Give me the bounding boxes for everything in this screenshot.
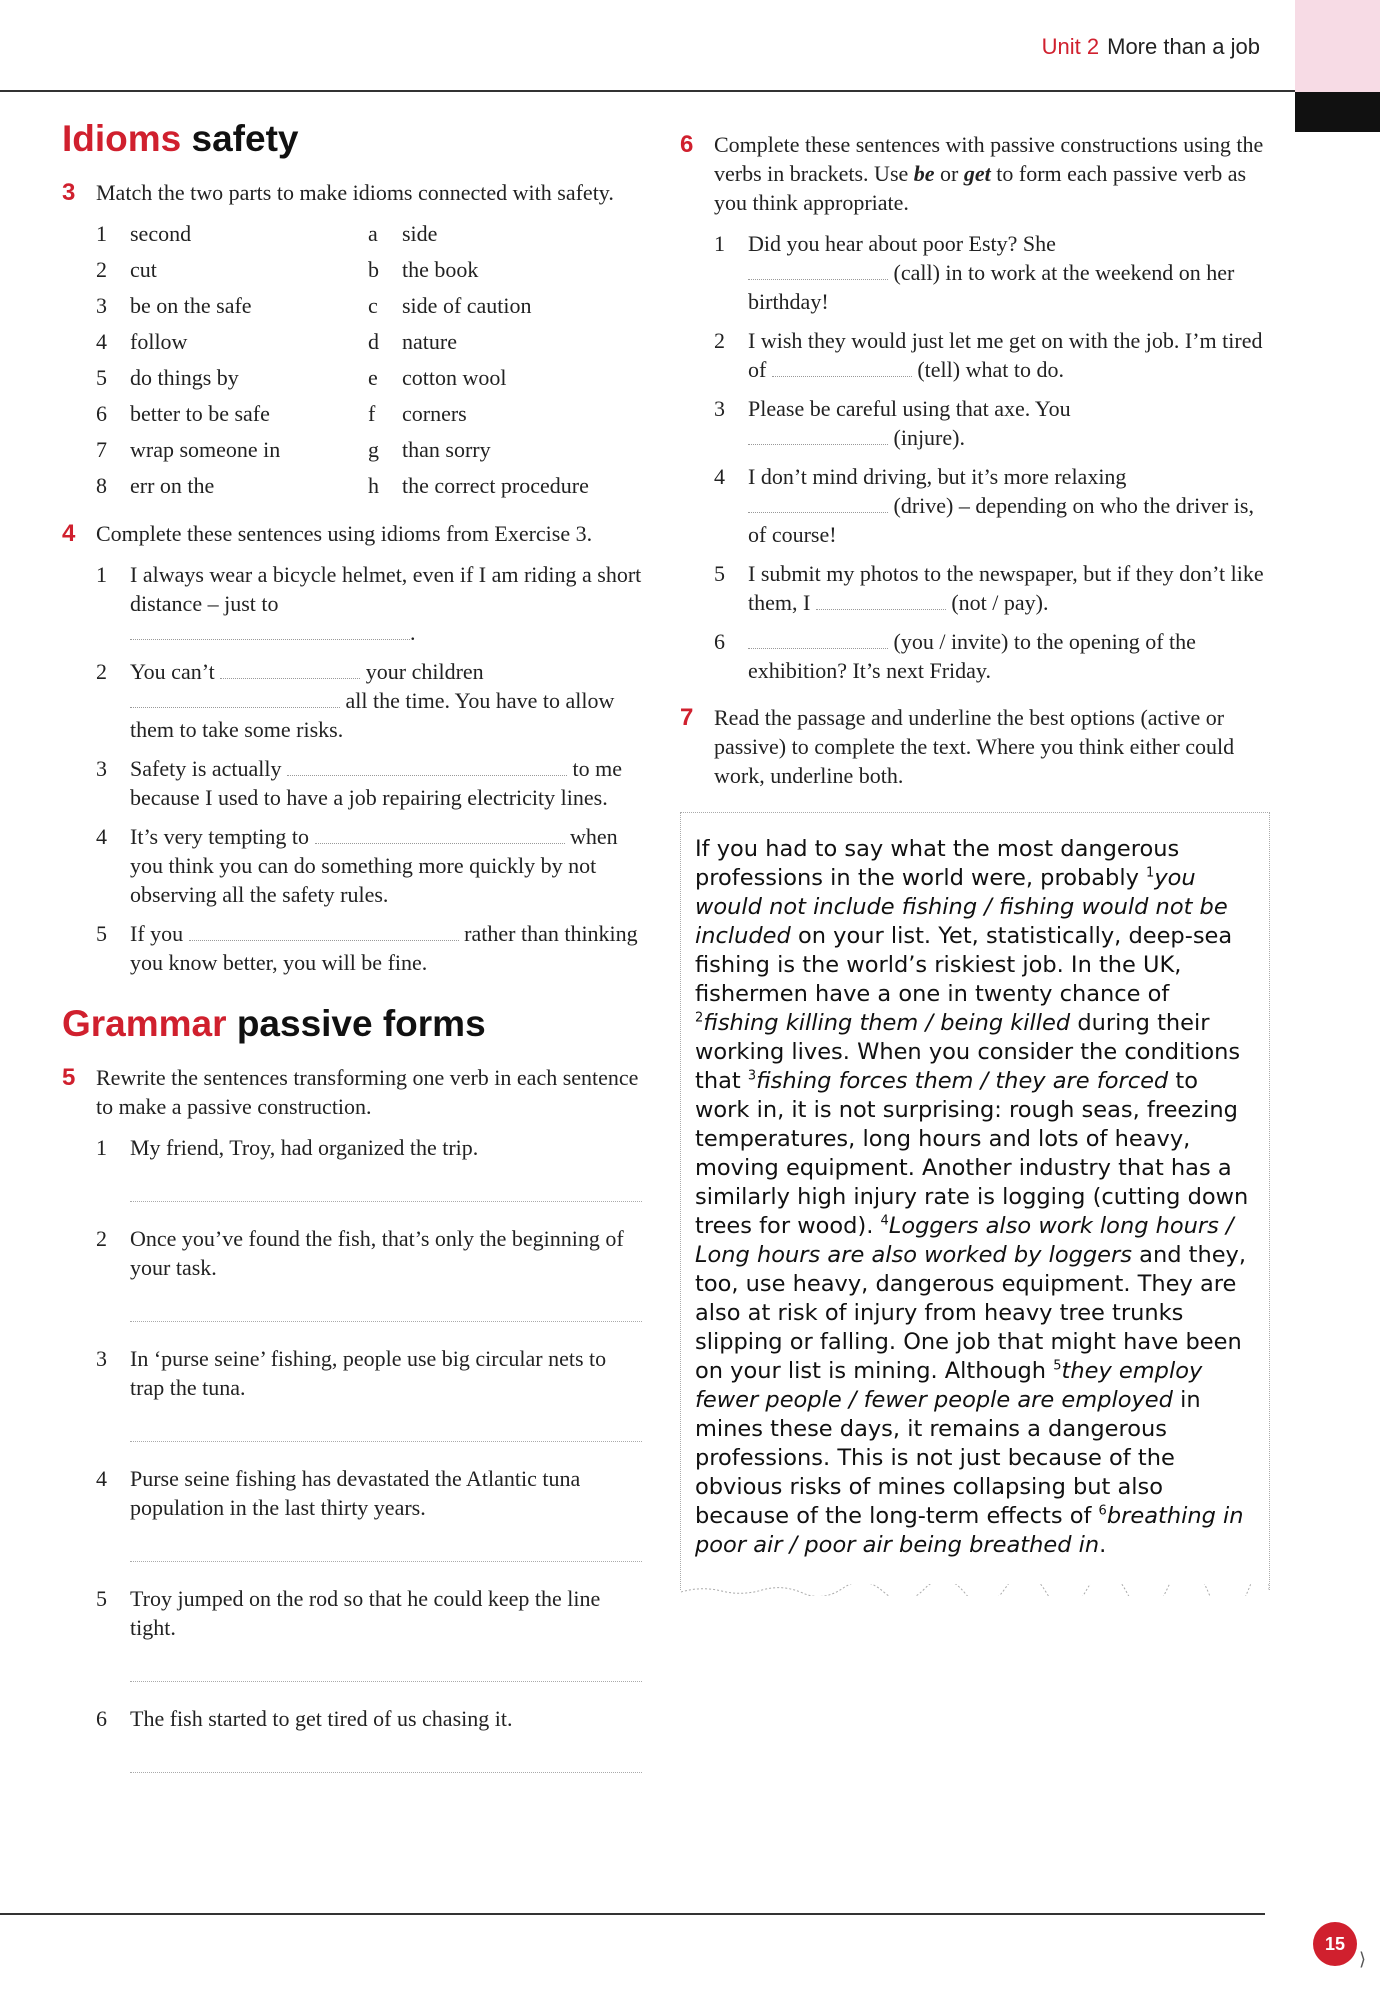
header-rule — [0, 90, 1295, 92]
match-left: cut — [130, 257, 157, 282]
match-number: 7 — [96, 437, 107, 462]
item-text: Once you’ve found the fish, that’s only the beginning of your task. — [130, 1226, 624, 1280]
match-row — [96, 293, 642, 329]
exercise-4-items — [96, 560, 642, 977]
match-row — [96, 221, 642, 257]
item-number: 2 — [96, 659, 107, 684]
grammar-heading-rest: passive forms — [236, 1003, 486, 1044]
answer-blank[interactable] — [816, 589, 946, 610]
item-number: 5 — [96, 1586, 107, 1611]
item-number: 2 — [96, 1226, 107, 1251]
answer-blank[interactable] — [315, 823, 565, 844]
match-left: do things by — [130, 365, 239, 390]
exercise-item — [96, 1704, 642, 1773]
item-text: Purse seine fishing has devastated the Atlantic tuna population in the last thirty years. — [130, 1466, 581, 1520]
match-row — [96, 473, 642, 509]
item-text: . — [410, 620, 416, 645]
item-text: (drive) – depending on who the driver is, of course! — [748, 493, 1254, 547]
exercise-4 — [62, 519, 642, 548]
option-number: 2 — [695, 1010, 704, 1026]
item-text: If you — [130, 921, 184, 946]
exercise-item — [96, 1224, 642, 1322]
match-left: follow — [130, 329, 188, 354]
match-row — [96, 401, 642, 437]
match-row — [96, 365, 642, 401]
passage-text: and they, too, use heavy, dangerous equipment. They are also at risk of injury from heavy tree trunks slipping or falling. One job that might have been on your list is mining. Although — [695, 1242, 1247, 1384]
page-number-tail: ⟩ — [1359, 1949, 1367, 1969]
reading-passage — [680, 812, 1270, 1590]
torn-edge — [681, 1584, 1269, 1596]
item-text: I submit my photos to the newspaper, but if they don’t like them, I — [748, 561, 1264, 615]
passage-text: during their working lives. When you consider the conditions that — [695, 1010, 1241, 1094]
exercise-number: 5 — [62, 1064, 76, 1091]
match-number: 4 — [96, 329, 107, 354]
item-text: Please be careful using that axe. You — [748, 396, 1071, 421]
match-right: nature — [402, 329, 457, 354]
match-right: side — [402, 221, 438, 246]
item-number: 3 — [96, 756, 107, 781]
match-right: corners — [402, 401, 467, 426]
answer-blank[interactable] — [287, 755, 567, 776]
option-number: 6 — [1098, 1503, 1107, 1519]
exercise-6-items — [714, 229, 1270, 685]
exercise-number: 6 — [680, 131, 694, 158]
item-text: your children — [365, 659, 484, 684]
match-letter: h — [368, 473, 379, 498]
item-text: I don’t mind driving, but it’s more relaxing — [748, 464, 1127, 489]
footer-rule — [0, 1913, 1265, 1915]
match-letter: a — [368, 221, 378, 246]
match-number: 5 — [96, 365, 107, 390]
match-row — [96, 329, 642, 365]
item-text: You can’t — [130, 659, 215, 684]
answer-line[interactable] — [130, 1680, 642, 1682]
option-number: 3 — [747, 1068, 757, 1084]
passage-text: in mines these days, it remains a dangerous professions. This is not just because of the obvious risks of mines collapsing but also because of the long-term effects of — [695, 1387, 1201, 1529]
item-number: 6 — [96, 1706, 107, 1731]
match-right: the book — [402, 257, 479, 282]
match-letter: e — [368, 365, 378, 390]
exercise-item — [714, 559, 1270, 617]
answer-blank[interactable] — [748, 628, 888, 649]
exercise-instruction: Match the two parts to make idioms connected with safety. — [96, 180, 614, 205]
instruction-keyword: be — [913, 161, 935, 186]
exercise-7 — [680, 703, 1270, 790]
match-right: side of caution — [402, 293, 532, 318]
match-left: better to be safe — [130, 401, 270, 426]
item-number: 1 — [96, 1135, 107, 1160]
answer-line[interactable] — [130, 1440, 642, 1442]
match-number: 3 — [96, 293, 107, 318]
running-header — [1042, 34, 1260, 60]
match-number: 1 — [96, 221, 107, 246]
exercise-item — [714, 394, 1270, 452]
answer-blank[interactable] — [748, 424, 888, 445]
item-text: It’s very tempting to — [130, 824, 310, 849]
item-text: Did you hear about poor Esty? She — [748, 231, 1056, 256]
exercise-item — [96, 657, 642, 744]
match-left: wrap someone in — [130, 437, 281, 462]
answer-line[interactable] — [130, 1560, 642, 1562]
exercise-5-items — [96, 1133, 642, 1773]
exercise-item — [96, 1133, 642, 1202]
passage-option[interactable]: fishing killing them / being killed — [703, 1010, 1071, 1036]
passage-text: to work in, it is not surprising: rough seas, freezing temperatures, long hours and lots of heavy, moving equipment. Another industry that has a similarly high injury rate is logging (cutting down trees for wood). — [695, 1068, 1249, 1239]
answer-line[interactable] — [130, 1771, 642, 1773]
item-number: 4 — [714, 464, 725, 489]
exercise-3 — [62, 178, 642, 207]
exercise-item — [714, 627, 1270, 685]
exercise-number: 3 — [62, 179, 76, 206]
instruction-keyword: get — [963, 161, 991, 186]
grammar-heading — [62, 1003, 642, 1045]
exercise-item — [96, 1344, 642, 1442]
item-number: 2 — [714, 328, 725, 353]
item-number: 1 — [714, 231, 725, 256]
item-text: rather than thinking you know better, you will be fine. — [130, 921, 638, 975]
item-text: My friend, Troy, had organized the trip. — [130, 1135, 479, 1160]
item-text: Safety is actually — [130, 756, 282, 781]
item-text: The fish started to get tired of us chasing it. — [130, 1706, 513, 1731]
left-column — [62, 118, 642, 1795]
item-number: 4 — [96, 824, 107, 849]
match-letter: d — [368, 329, 379, 354]
passage-option[interactable]: breathing in poor air / poor air being breathed in — [695, 1503, 1244, 1558]
grammar-heading-red: Grammar — [62, 1003, 227, 1044]
passage-text: on your list. Yet, statistically, deep-sea fishing is the world’s riskiest job. In the UK, fishermen have a one in twenty chance of — [695, 923, 1233, 1007]
match-left: err on the — [130, 473, 215, 498]
instruction-text: or — [940, 161, 959, 186]
match-number: 2 — [96, 257, 107, 282]
item-text: to me because I used to have a job repairing electricity lines. — [130, 756, 623, 810]
exercise-instruction — [714, 130, 1270, 217]
passage-text: If you had to say what the most dangerous professions in the world were, probably — [695, 836, 1180, 891]
unit-label: Unit 2 — [1041, 34, 1100, 59]
item-number: 5 — [96, 921, 107, 946]
exercise-item — [714, 326, 1270, 384]
answer-blank[interactable] — [772, 356, 912, 377]
item-number: 6 — [714, 629, 725, 654]
exercise-item — [96, 560, 642, 647]
exercise-instruction: Read the passage and underline the best options (active or passive) to complete the text. Where you think either could work, underline both. — [714, 705, 1235, 788]
match-right: than sorry — [402, 437, 491, 462]
answer-blank[interactable] — [748, 492, 888, 513]
passage-option[interactable]: Loggers also work long hours / Long hours are also worked by loggers — [695, 1213, 1234, 1268]
unit-title: More than a job — [1107, 34, 1260, 59]
match-number: 6 — [96, 401, 107, 426]
instruction-text: Complete these sentences with passive constructions using the verbs in brackets. Use — [714, 132, 1264, 186]
item-text: when you think you can do something more quickly by not observing all the safety rules. — [130, 824, 618, 907]
item-number: 4 — [96, 1466, 107, 1491]
answer-line[interactable] — [130, 1320, 642, 1322]
match-right: cotton wool — [402, 365, 507, 390]
item-number: 5 — [714, 561, 725, 586]
instruction-text: to form each passive verb as you think appropriate. — [714, 161, 1247, 215]
item-text: (call) in to work at the weekend on her birthday! — [748, 260, 1235, 314]
item-text: I wish they would just let me get on with the job. I’m tired of — [748, 328, 1263, 382]
exercise-item — [96, 754, 642, 812]
match-letter: f — [368, 401, 376, 426]
exercise-instruction: Rewrite the sentences transforming one verb in each sentence to make a passive construction. — [96, 1065, 639, 1119]
exercise-item — [96, 1584, 642, 1682]
item-number: 3 — [96, 1346, 107, 1371]
item-text: (you / invite) to the opening of the exhibition? It’s next Friday. — [748, 629, 1196, 683]
exercise-item — [96, 822, 642, 909]
idioms-heading-rest: safety — [191, 118, 299, 159]
corner-tab-black — [1295, 92, 1380, 132]
answer-blank[interactable] — [220, 658, 360, 679]
exercise-item — [714, 229, 1270, 316]
exercise-number: 7 — [680, 704, 694, 731]
item-text: (not / pay). — [951, 590, 1049, 615]
passage-text: . — [1099, 1532, 1107, 1558]
match-letter: b — [368, 257, 379, 282]
right-column — [680, 130, 1270, 1590]
passage-option[interactable]: they employ fewer people / fewer people are employed — [695, 1358, 1203, 1413]
idioms-heading-red: Idioms — [62, 118, 182, 159]
exercise-5 — [62, 1063, 642, 1121]
answer-blank[interactable] — [748, 259, 888, 280]
answer-line[interactable] — [130, 1200, 642, 1202]
match-letter: g — [368, 437, 379, 462]
exercise-item — [96, 919, 642, 977]
match-row — [96, 437, 642, 473]
exercise-instruction: Complete these sentences using idioms from Exercise 3. — [96, 521, 593, 546]
item-text: all the time. You have to allow them to take some risks. — [130, 688, 615, 742]
item-text: Troy jumped on the rod so that he could keep the line tight. — [130, 1586, 601, 1640]
answer-blank[interactable] — [130, 687, 340, 708]
option-number: 5 — [1053, 1358, 1062, 1374]
passage-option[interactable]: you would not include fishing / fishing would not be included — [695, 865, 1228, 949]
item-text: (injure). — [893, 425, 965, 450]
item-number: 1 — [96, 562, 107, 587]
match-letter: c — [368, 293, 378, 318]
exercise-number: 4 — [62, 520, 76, 547]
option-number: 4 — [880, 1213, 889, 1229]
item-text: (tell) what to do. — [917, 357, 1064, 382]
corner-tab-pink — [1295, 0, 1380, 92]
item-text: I always wear a bicycle helmet, even if I am riding a short distance – just to — [130, 562, 642, 616]
match-right: the correct procedure — [402, 473, 589, 498]
item-number: 3 — [714, 396, 725, 421]
exercise-item — [714, 462, 1270, 549]
match-left: be on the safe — [130, 293, 252, 318]
match-number: 8 — [96, 473, 107, 498]
match-row — [96, 257, 642, 293]
option-number: 1 — [1146, 865, 1155, 881]
page-number: 15 — [1313, 1922, 1357, 1966]
passage-option[interactable]: fishing forces them / they are forced — [756, 1068, 1169, 1094]
exercise-item — [96, 1464, 642, 1562]
idioms-heading — [62, 118, 642, 160]
exercise-6 — [680, 130, 1270, 217]
answer-blank[interactable] — [189, 920, 459, 941]
matching-list — [96, 221, 642, 509]
item-text: In ‘purse seine’ fishing, people use big circular nets to trap the tuna. — [130, 1346, 607, 1400]
answer-blank[interactable] — [130, 619, 410, 640]
match-left: second — [130, 221, 192, 246]
